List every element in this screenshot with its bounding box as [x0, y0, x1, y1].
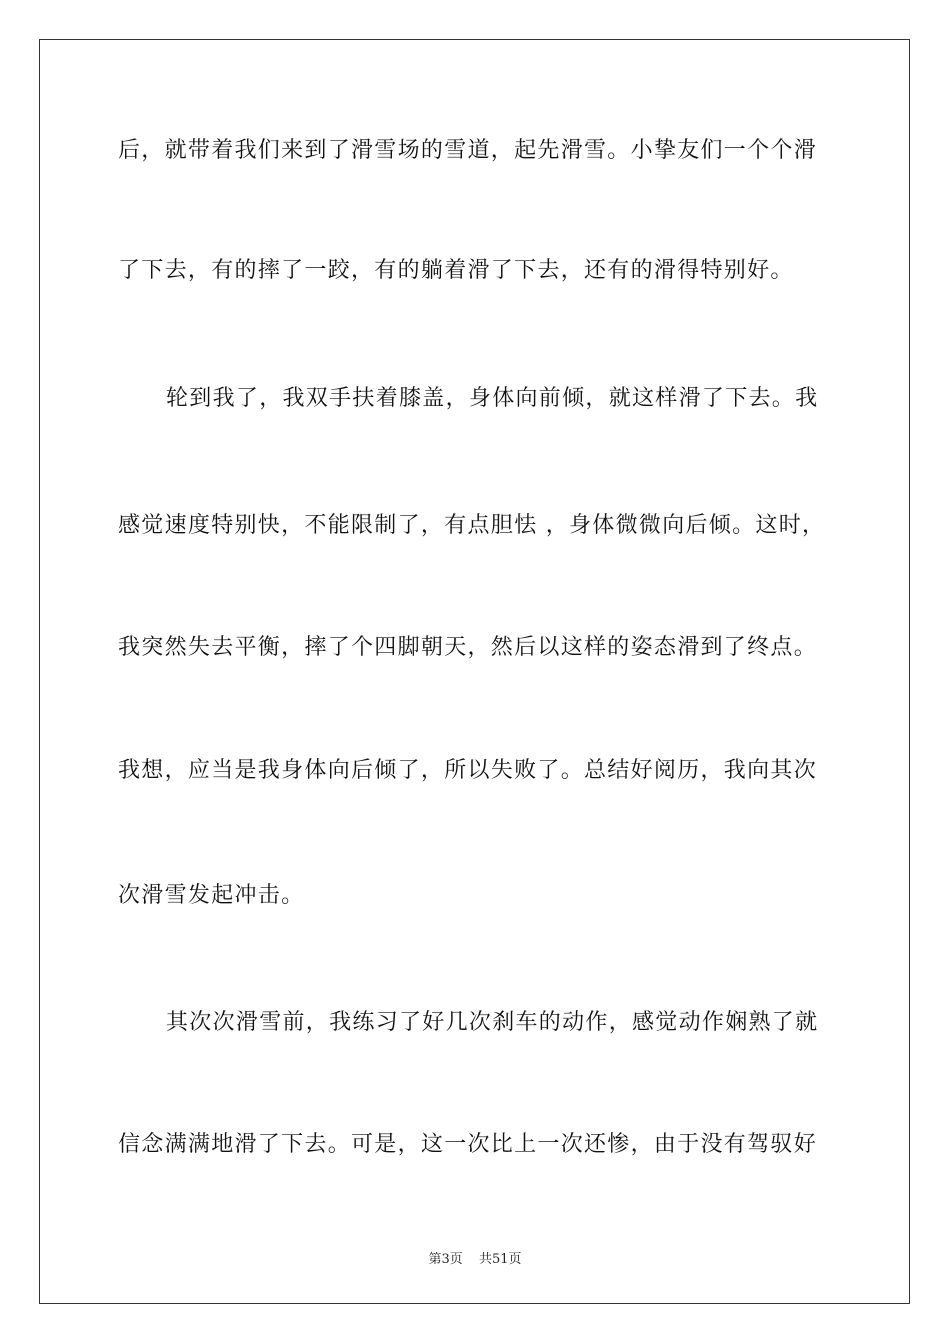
text-line: 感觉速度特别快，不能限制了，有点胆怯 ，身体微微向后倾。这时，	[118, 513, 826, 538]
page-total: 共51页	[478, 1252, 522, 1267]
text-line: 我突然失去平衡，摔了个四脚朝天，然后以这样的姿态滑到了终点。	[118, 635, 818, 660]
page-number: 第3页	[428, 1252, 463, 1267]
text-line: 了下去，有的摔了一跤，有的躺着滑了下去，还有的滑得特别好。	[118, 258, 794, 283]
text-line: 轮到我了，我双手扶着膝盖，身体向前倾，就这样滑了下去。我	[166, 386, 819, 411]
page-footer	[0, 1248, 950, 1267]
page-frame	[39, 39, 910, 1304]
text-line: 信念满满地滑了下去。可是，这一次比上一次还惨，由于没有驾驭好	[118, 1132, 818, 1157]
text-line: 后，就带着我们来到了滑雪场的雪道，起先滑雪。小挚友们一个个滑	[118, 138, 818, 163]
text-line: 我想，应当是我身体向后倾了，所以失败了。总结好阅历，我向其次	[118, 758, 818, 783]
text-line: 其次次滑雪前，我练习了好几次刹车的动作，感觉动作娴熟了就	[166, 1010, 819, 1035]
text-line: 次滑雪发起冲击。	[118, 883, 305, 908]
